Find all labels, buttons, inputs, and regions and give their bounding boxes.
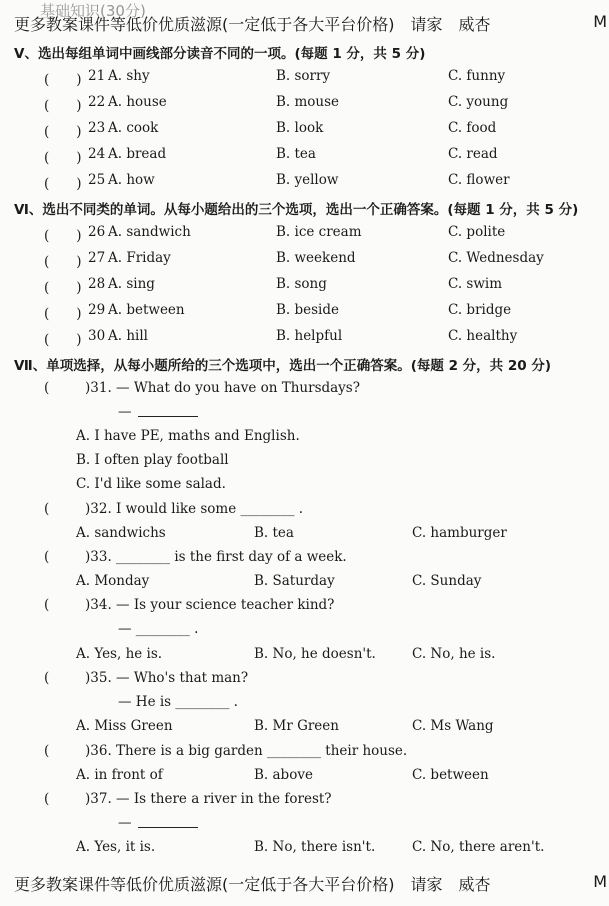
option-c-text: C. bridge [448, 302, 512, 318]
answer-bracket[interactable]: ( ) [44, 124, 82, 140]
option-a-text: A. Friday [108, 250, 171, 266]
option-a [0, 428, 609, 450]
answer-bracket[interactable]: ( [44, 743, 50, 759]
option-c [0, 476, 609, 498]
question-37-options [0, 839, 609, 861]
question-text: )34. — Is your science teacher kind? [85, 597, 335, 613]
answer-bracket[interactable]: ( ) [44, 98, 82, 114]
footer-banner [14, 872, 609, 896]
section-5-title: Ⅴ、选出每组单词中画线部分读音不同的一项。(每题 1 分，共 5 分) [14, 46, 426, 62]
question-36-options [0, 767, 609, 789]
question-31 [0, 380, 609, 402]
option-c-text: C. healthy [448, 328, 518, 344]
option-b-text: B. look [276, 120, 324, 136]
option-c-text: C. No, he is. [412, 646, 496, 662]
option-c-text: C. I'd like some salad. [76, 476, 226, 492]
option-b-text: B. tea [254, 525, 294, 541]
answer-blank[interactable] [138, 815, 198, 828]
option-a-text: A. shy [108, 68, 150, 84]
question-31-reply [0, 404, 609, 426]
option-c-text: C. Wednesday [448, 250, 544, 266]
question-37 [0, 791, 609, 813]
question-24 [0, 146, 609, 168]
question-number: 25 [88, 172, 106, 188]
option-c-text: C. young [448, 94, 509, 110]
question-text: )36. There is a big garden ________ their house. [85, 743, 408, 759]
footer-banner-text: 更多教案课件等低价优质滋源(一定低于各大平台价格) 请家 威杏 [14, 875, 491, 894]
answer-bracket[interactable]: ( ) [44, 150, 82, 166]
question-30 [0, 328, 609, 350]
question-number: 23 [88, 120, 106, 136]
option-a-text: A. sandwich [108, 224, 191, 240]
option-b-text: B. I often play football [76, 452, 229, 468]
option-a-text: A. Yes, it is. [76, 839, 156, 855]
answer-bracket[interactable]: ( ) [44, 72, 82, 88]
answer-bracket[interactable]: ( ) [44, 176, 82, 192]
option-a-text: A. sing [108, 276, 155, 292]
question-33 [0, 549, 609, 571]
option-c-text: C. food [448, 120, 497, 136]
reply-text[interactable]: — He is ________ . [118, 694, 238, 710]
option-a-text: A. I have PE, maths and English. [76, 428, 300, 444]
question-text: )31. — What do you have on Thursdays? [85, 380, 360, 396]
question-32-options [0, 525, 609, 547]
option-c-text: C. between [412, 767, 489, 783]
question-text: )37. — Is there a river in the forest? [85, 791, 332, 807]
option-c-text: C. hamburger [412, 525, 507, 541]
question-34-reply [0, 621, 609, 643]
option-b [0, 452, 609, 474]
option-a-text: A. Monday [76, 573, 150, 589]
reply-dash: — [118, 815, 132, 831]
option-a-text: A. how [108, 172, 155, 188]
option-b-text: B. beside [276, 302, 340, 318]
option-a-text: A. hill [108, 328, 148, 344]
footer-banner-right: M [593, 872, 607, 891]
option-b-text: B. Saturday [254, 573, 335, 589]
option-c-text: C. No, there aren't. [412, 839, 545, 855]
answer-bracket[interactable]: ( ) [44, 332, 82, 348]
option-a-text: A. house [108, 94, 167, 110]
question-number: 29 [88, 302, 106, 318]
question-33-options [0, 573, 609, 595]
question-26 [0, 224, 609, 246]
question-29 [0, 302, 609, 324]
question-34-options [0, 646, 609, 668]
header-banner-text: 更多教案课件等低价优质滋源(一定低于各大平台价格) 请家 威杏 [14, 15, 491, 34]
question-21 [0, 68, 609, 90]
question-34 [0, 597, 609, 619]
option-b-text: B. sorry [276, 68, 331, 84]
answer-bracket[interactable]: ( [44, 597, 50, 613]
question-27 [0, 250, 609, 272]
question-35-reply [0, 694, 609, 716]
answer-bracket[interactable]: ( [44, 791, 50, 807]
option-a-text: A. Yes, he is. [76, 646, 163, 662]
question-35 [0, 670, 609, 692]
answer-bracket[interactable]: ( [44, 670, 50, 686]
option-b-text: B. Mr Green [254, 718, 339, 734]
option-c-text: C. polite [448, 224, 506, 240]
option-b-text: B. tea [276, 146, 316, 162]
option-c-text: C. read [448, 146, 498, 162]
answer-blank[interactable] [138, 404, 198, 417]
header-overprint: 基础知识(30分) [40, 2, 146, 20]
option-b-text: B. mouse [276, 94, 340, 110]
question-32 [0, 501, 609, 523]
question-text: )33. ________ is the first day of a week. [85, 549, 347, 565]
option-b-text: B. weekend [276, 250, 356, 266]
question-36 [0, 743, 609, 765]
question-25 [0, 172, 609, 194]
option-b-text: B. No, he doesn't. [254, 646, 376, 662]
question-23 [0, 120, 609, 142]
question-number: 24 [88, 146, 106, 162]
option-a-text: A. Miss Green [76, 718, 173, 734]
section-6-title: Ⅵ、选出不同类的单词。从每小题给出的三个选项，选出一个正确答案。(每题 1 分，共 5 分) [14, 202, 579, 218]
option-b-text: B. No, there isn't. [254, 839, 376, 855]
option-b-text: B. above [254, 767, 313, 783]
option-a-text: A. sandwichs [76, 525, 166, 541]
question-28 [0, 276, 609, 298]
option-c-text: C. swim [448, 276, 503, 292]
question-number: 21 [88, 68, 106, 84]
answer-bracket[interactable]: ( [44, 501, 50, 517]
answer-bracket[interactable]: ( ) [44, 254, 82, 270]
reply-dash: — [118, 404, 132, 420]
question-number: 28 [88, 276, 106, 292]
option-c-text: C. Ms Wang [412, 718, 494, 734]
answer-bracket[interactable]: ( ) [44, 306, 82, 322]
option-c-text: C. funny [448, 68, 506, 84]
option-a-text: A. bread [108, 146, 167, 162]
option-c-text: C. Sunday [412, 573, 482, 589]
answer-bracket[interactable]: ( [44, 380, 50, 396]
question-number: 30 [88, 328, 106, 344]
question-number: 22 [88, 94, 106, 110]
section-7-title: Ⅶ、单项选择，从每小题所给的三个选项中，选出一个正确答案。(每题 2 分，共 20 分) [14, 358, 552, 374]
answer-bracket[interactable]: ( [44, 549, 50, 565]
option-b-text: B. helpful [276, 328, 343, 344]
answer-bracket[interactable]: ( ) [44, 228, 82, 244]
answer-bracket[interactable]: ( ) [44, 280, 82, 296]
option-a-text: A. in front of [76, 767, 163, 783]
option-b-text: B. yellow [276, 172, 339, 188]
option-a-text: A. between [108, 302, 185, 318]
question-37-reply [0, 815, 609, 837]
question-22 [0, 94, 609, 116]
question-text: )35. — Who's that man? [85, 670, 249, 686]
option-b-text: B. song [276, 276, 327, 292]
question-number: 27 [88, 250, 106, 266]
reply-text[interactable]: — ________ . [118, 621, 199, 637]
question-text: )32. I would like some ________ . [85, 501, 304, 517]
question-number: 26 [88, 224, 106, 240]
header-banner-right: M [593, 12, 607, 31]
option-b-text: B. ice cream [276, 224, 362, 240]
question-35-options [0, 718, 609, 740]
option-c-text: C. flower [448, 172, 510, 188]
option-a-text: A. cook [108, 120, 159, 136]
